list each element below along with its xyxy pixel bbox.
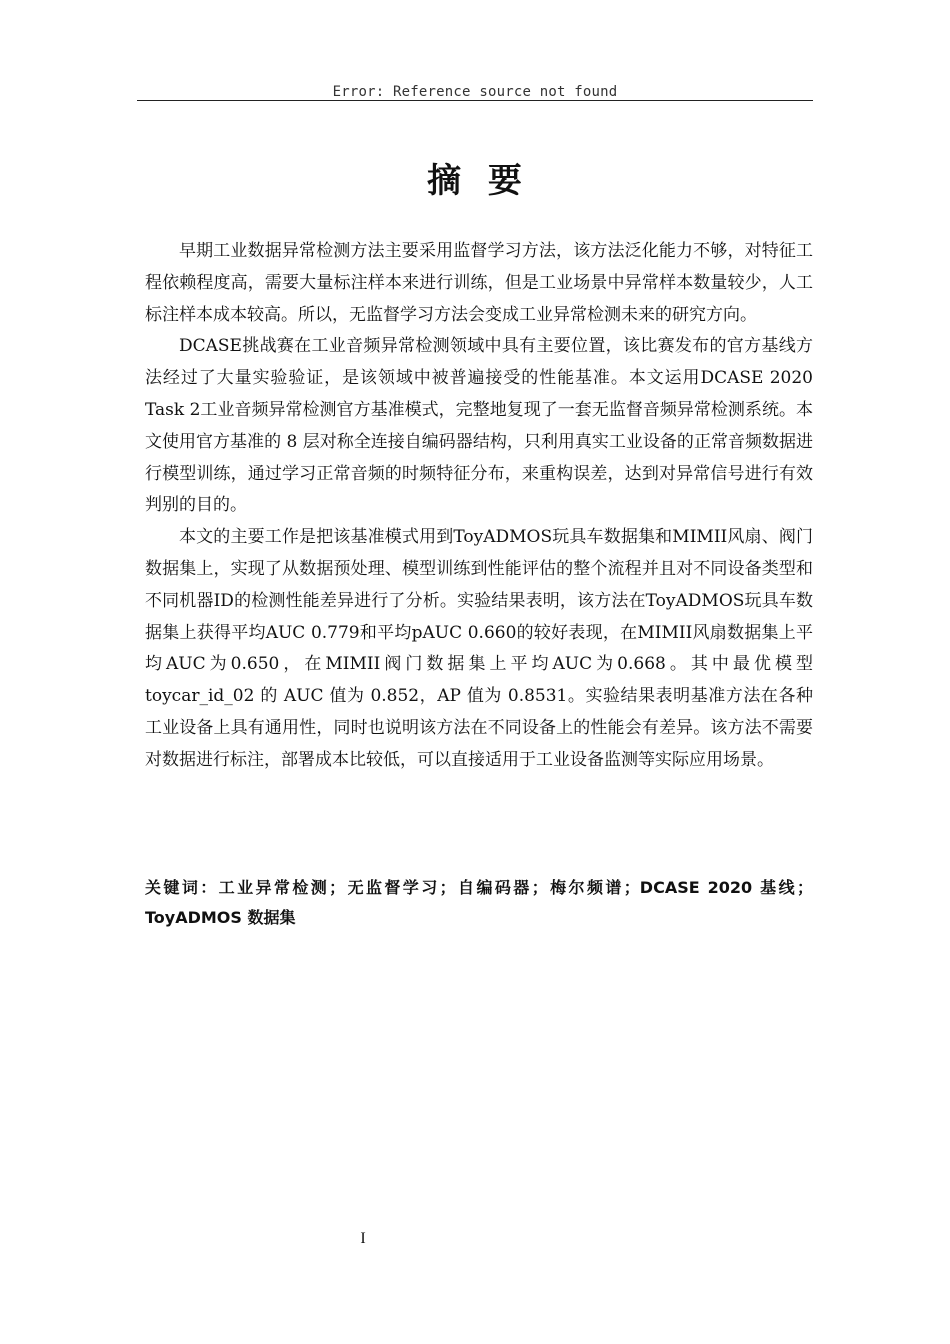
abstract-body xyxy=(145,236,813,777)
abstract-paragraph-3: 本文的主要工作是把该基准模式用到ToyADMOS玩具车数据集和MIMII风扇、阀门数据集上，实现了从数据预处理、模型训练到性能评估的整个流程并且对不同设备类型和不同机器ID的检测性能差异进行了分析。实验结果表明，该方法在ToyADMOS玩具车数据集上获得平均AUC 0.779和平均pAUC 0.660的较好表现，在MIMII风扇数据集上平均AUC为0.650，在MIMII阀门数据集上平均AUC为0.668。其中最优模型 toycar_id_02 的 AUC 值为 0.852，AP 值为 0.8531。实验结果表明基准方法在各种工业设备上具有通用性，同时也说明该方法在不同设备上的性能会有差异。该方法不需要对数据进行标注，部署成本比较低，可以直接适用于工业设备监测等实际应用场景。 xyxy=(145,527,813,770)
keywords: 关键词：工业异常检测；无监督学习；自编码器；梅尔频谱；DCASE 2020 基线；ToyADMOS 数据集 xyxy=(145,878,813,927)
abstract-paragraph-2: DCASE挑战赛在工业音频异常检测领域中具有主要位置，该比赛发布的官方基线方法经过了大量实验验证，是该领域中被普遍接受的性能基准。本文运用DCASE 2020 Task 2工业音频异常检测官方基准模式，完整地复现了一套无监督音频异常检测系统。本文使用官方基准的 8 层对称全连接自编码器结构，只利用真实工业设备的正常音频数据进行模型训练，通过学习正常音频的时频特征分布，来重构误差，达到对异常信号进行有效判别的目的。 xyxy=(145,336,813,516)
abstract-title: 摘 要 xyxy=(427,161,523,201)
page-number: I xyxy=(360,1230,366,1247)
abstract-paragraph-1: 早期工业数据异常检测方法主要采用监督学习方法，该方法泛化能力不够，对特征工程依赖程度高，需要大量标注样本来进行训练，但是工业场景中异常样本数量较少，人工标注样本成本较高。所以，无监督学习方法会变成工业异常检测未来的研究方向。 xyxy=(145,241,813,325)
running-header: Error: Reference source not found xyxy=(332,84,618,100)
header-rule xyxy=(137,100,813,101)
